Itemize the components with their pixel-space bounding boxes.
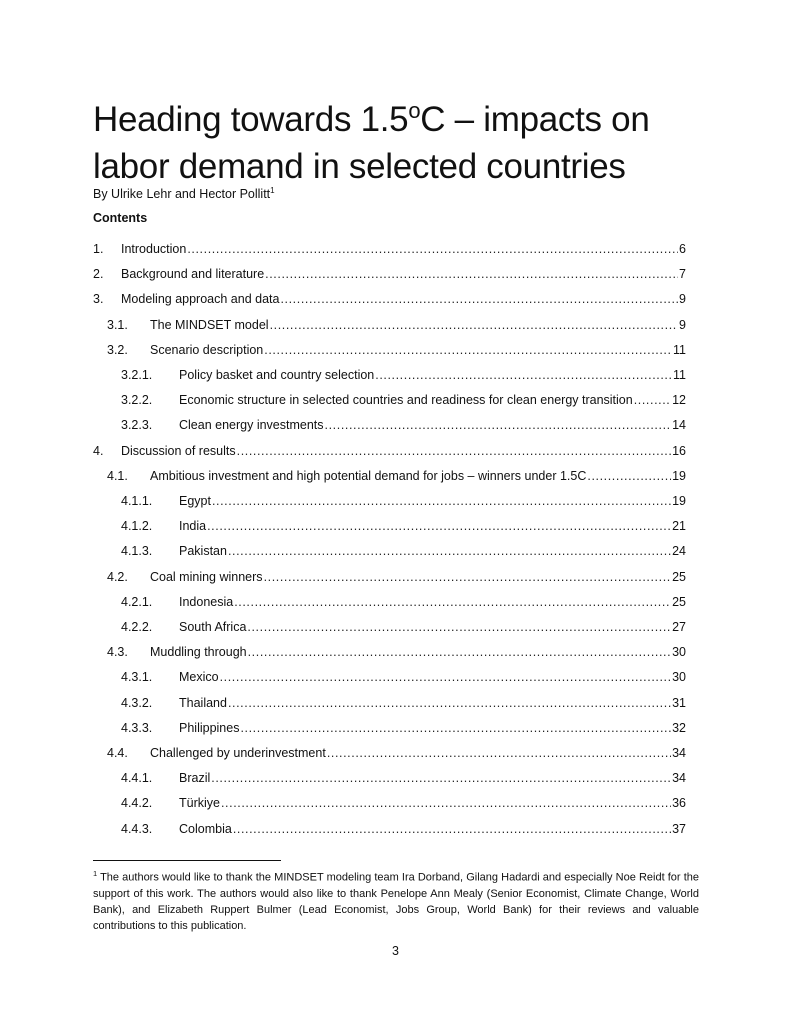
title-text-start: Heading towards 1.5 [93,100,409,139]
toc-entry-link[interactable] [179,518,686,534]
toc-dot-leader [240,720,671,736]
toc-entry-label: Policy basket and country selection [179,368,375,382]
toc-entry-label: Discussion of results [121,443,236,458]
toc-entry-link[interactable] [121,291,686,307]
page-number: 3 [392,944,399,958]
toc-entry-label: Indonesia [179,594,234,609]
toc-entry-page: 12 [672,393,686,408]
toc-entry-page: 21 [672,519,686,534]
toc-entry-label: South Africa [179,620,247,634]
toc-entry-page: 6 [679,242,686,256]
contents-heading: Contents [93,211,148,225]
toc-entry-number: 4.4.3. [121,821,153,836]
toc-entry-page: 9 [679,317,686,332]
toc-entry [0,367,791,383]
toc-dot-leader [211,770,671,786]
toc-dot-leader [237,443,671,459]
toc-dot-leader [325,417,672,433]
toc-entry-page: 25 [672,569,686,584]
title-text-end: C – impacts on labor demand in selected countries [93,100,650,186]
toc-entry-link[interactable] [179,770,686,786]
toc-entry [0,594,791,610]
toc-entry-page: 30 [672,645,686,660]
toc-entry-label: Muddling through [150,645,247,660]
toc-entry-number: 3.2.2. [121,393,153,408]
toc-entry-number: 3.2.3. [121,418,153,433]
toc-dot-leader [221,795,671,811]
toc-entry-label: Thailand [179,695,227,710]
toc-entry [0,291,791,307]
toc-entry-link[interactable] [121,241,686,257]
toc-entry-label: Clean energy investments [179,418,324,433]
toc-entry [0,468,791,484]
toc-entry-label: Brazil [179,771,211,786]
toc-entry-number: 4.1.2. [121,519,153,534]
toc-entry [0,669,791,685]
footnote-separator [93,860,281,861]
toc-entry-label: Egypt [179,494,211,508]
toc-dot-leader [220,669,672,685]
byline-footnote-ref[interactable]: 1 [270,186,275,195]
toc-entry-label: Scenario description [150,342,264,357]
footnote-text: The authors would like to thank the MINDSET modeling team Ira Dorband, Gilang Hadardi and especially Noe Reidt for the support of this work. The authors would also like to thank Penelope Ann Mealy (Senior Economist, Climate Change, World Bank), and Elizabeth Ruppert Bulmer (Lead Economist, Jobs Group, World Bank) for their reviews and valuable contributions to this publication. [93,871,699,932]
toc-entry-link[interactable] [179,594,686,610]
toc-entry-link[interactable] [179,417,686,433]
toc-entry-label: Ambitious investment and high potential demand for jobs – winners under 1.5C [150,468,587,483]
toc-entry [0,493,791,509]
toc-entry-page: 25 [672,594,686,609]
toc-entry-label: Modeling approach and data [121,292,280,307]
toc-dot-leader [634,392,671,408]
toc-entry-page: 11 [673,368,686,382]
toc-entry-page: 37 [672,821,686,836]
toc-dot-leader [265,266,678,282]
toc-entry-link[interactable] [121,266,686,282]
toc-entry-link[interactable] [179,619,686,635]
toc-entry-number: 1. [93,242,104,256]
toc-dot-leader [375,367,672,383]
toc-entry [0,392,791,408]
toc-dot-leader [228,695,671,711]
toc-entry [0,644,791,660]
toc-entry [0,317,791,333]
footnote [93,866,699,934]
toc-entry [0,795,791,811]
toc-dot-leader [270,317,678,333]
toc-entry-number: 3.2. [107,342,128,357]
toc-entry-link[interactable] [150,745,686,761]
toc-entry [0,518,791,534]
byline-authors: By Ulrike Lehr and Hector Pollitt [93,187,271,202]
toc-entry-page: 19 [672,494,686,508]
toc-entry-number: 4.3.2. [121,695,153,710]
toc-entry-label: Background and literature [121,267,265,282]
toc-entry-link[interactable] [179,821,686,837]
toc-entry-number: 4.2.1. [121,594,153,609]
toc-entry-label: Introduction [121,242,187,256]
toc-dot-leader [187,241,678,257]
toc-dot-leader [280,291,678,307]
toc-entry [0,543,791,559]
toc-entry-page: 14 [672,418,686,433]
toc-entry-label: The MINDSET model [150,317,269,332]
toc-entry-page: 30 [672,670,686,685]
toc-entry-page: 34 [672,746,686,760]
toc-entry-label: Pakistan [179,544,227,559]
toc-dot-leader [233,821,671,837]
footnote-mark: 1 [93,869,98,878]
toc-entry-page: 27 [672,620,686,634]
toc-entry-page: 31 [672,695,686,710]
toc-entry-label: India [179,519,207,534]
toc-entry-number: 4.2. [107,569,128,584]
toc-entry-page: 34 [672,771,686,786]
toc-entry-label: Colombia [179,821,232,836]
toc-entry-page: 36 [672,796,686,811]
byline [93,186,275,201]
document-title [93,96,703,190]
toc-entry [0,443,791,459]
toc-entry-link[interactable] [121,443,686,459]
toc-dot-leader [327,745,671,761]
toc-entry-link[interactable] [179,367,686,383]
toc-entry [0,720,791,736]
toc-entry-number: 4.4.1. [121,771,153,786]
toc-dot-leader [234,594,671,610]
toc-entry-label: Philippines [179,720,240,735]
toc-entry [0,770,791,786]
toc-entry-page: 11 [673,342,686,357]
toc-entry-link[interactable] [150,317,686,333]
toc-dot-leader [248,644,671,660]
toc-entry-link[interactable] [150,569,686,585]
title-degree-mark: o [408,98,421,123]
toc-entry-label: Mexico [179,670,219,685]
toc-entry-link[interactable] [150,644,686,660]
toc-dot-leader [207,518,671,534]
toc-entry [0,695,791,711]
toc-dot-leader [264,342,672,358]
toc-entry [0,417,791,433]
toc-entry [0,745,791,761]
toc-entry-link[interactable] [179,669,686,685]
toc-dot-leader [247,619,671,635]
toc-entry-page: 19 [672,468,686,483]
toc-entry [0,266,791,282]
toc-entry-link[interactable] [179,720,686,736]
toc-dot-leader [264,569,672,585]
toc-entry-label: Challenged by underinvestment [150,746,326,760]
toc-entry-number: 4. [93,443,104,458]
toc-entry-number: 4.3.1. [121,670,153,685]
toc-entry-label: Economic structure in selected countries and readiness for clean energy transition [179,393,633,408]
toc-entry-label: Türkiye [179,796,220,811]
toc-entry [0,569,791,585]
toc-dot-leader [228,543,671,559]
toc-entry-link[interactable] [179,695,686,711]
toc-entry [0,342,791,358]
toc-entry-page: 7 [679,267,686,282]
toc-entry [0,821,791,837]
toc-entry-link[interactable] [179,795,686,811]
toc-entry-number: 2. [93,267,104,282]
toc-entry-number: 4.4.2. [121,796,153,811]
toc-entry [0,241,791,257]
toc-entry-number: 4.4. [107,746,128,760]
toc-entry-page: 16 [672,443,686,458]
toc-entry-link[interactable] [179,493,686,509]
toc-entry [0,619,791,635]
toc-entry-link[interactable] [179,543,686,559]
toc-dot-leader [587,468,671,484]
toc-entry-number: 4.1. [107,468,128,483]
toc-entry-number: 4.1.3. [121,544,153,559]
toc-entry-number: 3.1. [107,317,128,332]
toc-entry-number: 4.1.1. [121,494,153,508]
toc-entry-page: 24 [672,544,686,559]
toc-entry-link[interactable] [150,468,686,484]
toc-dot-leader [212,493,671,509]
toc-entry-number: 4.3.3. [121,720,153,735]
toc-entry-link[interactable] [150,342,686,358]
toc-entry-link[interactable] [179,392,686,408]
toc-entry-label: Coal mining winners [150,569,263,584]
toc-entry-page: 32 [672,720,686,735]
toc-entry-number: 3.2.1. [121,368,153,382]
toc-entry-number: 3. [93,292,104,307]
toc-entry-number: 4.2.2. [121,620,153,634]
toc-entry-number: 4.3. [107,645,128,660]
toc-entry-page: 9 [679,292,686,307]
